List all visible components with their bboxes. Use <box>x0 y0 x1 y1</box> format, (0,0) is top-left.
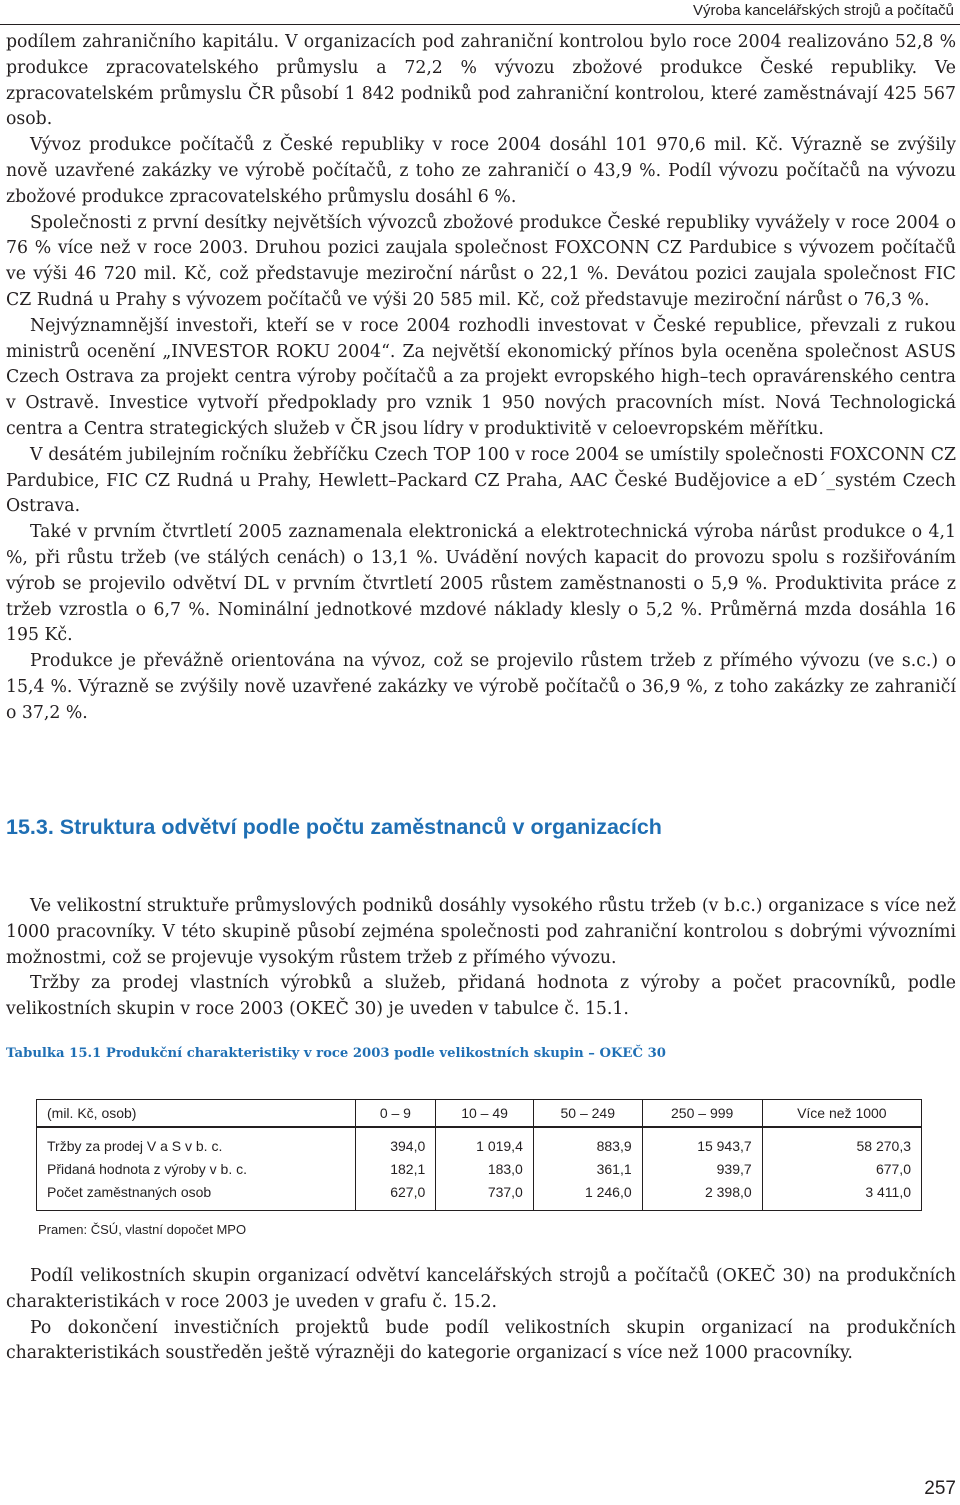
production-table <box>36 1099 922 1211</box>
column-header: 0 – 9 <box>355 1100 436 1128</box>
table-cell: 627,0 <box>355 1180 436 1211</box>
column-header: 50 – 249 <box>533 1100 642 1128</box>
paragraph-export-orientation: Produkce je převážně orientována na vývoz, což se projevilo růstem tržeb z přímého vývozu (ve s.c.) o 15,4 %. Výrazně se zvýšily nově uzavřené zakázky ve výrobě počítačů o 36,9 %, z toho zakázky ze zahraničí o 37,2 %. <box>6 651 956 723</box>
page-number: 257 <box>924 1478 956 1499</box>
column-header: (mil. Kč, osob) <box>37 1100 356 1128</box>
table-cell: 939,7 <box>642 1157 762 1180</box>
section-heading: 15.3. Struktura odvětví podle počtu zaměstnanců v organizacích <box>6 815 662 839</box>
text-block-mid <box>6 894 956 1023</box>
running-title: Výroba kancelářských strojů a počítačů <box>693 2 954 19</box>
paragraph-outlook: Po dokončení investičních projektů bude podíl velikostních skupin organizací na produkčních charakteristikách soustředěn ještě výrazněji do kategorie organizací s více než 1000 pracovníky. <box>6 1317 956 1364</box>
table-cell: 361,1 <box>533 1157 642 1180</box>
table-cell: 182,1 <box>355 1157 436 1180</box>
table-cell: 183,0 <box>436 1157 534 1180</box>
paragraph-continued: podílem zahraničního kapitálu. V organizacích pod zahraniční kontrolou bylo roce 2004 realizováno 52,8 % produkce zpracovatelského průmyslu a 72,2 % vývozu zbožové produkce České republiky. Ve zpracovatelském průmyslu ČR působí 1 842 podniků pod zahraniční kontrolou, které zaměstnávají 425 567 osob. <box>6 32 956 130</box>
table-cell: 1 246,0 <box>533 1180 642 1211</box>
table-caption: Tabulka 15.1 Produkční charakteristiky v roce 2003 podle velikostních skupin – OKEČ 30 <box>6 1046 666 1061</box>
column-header: 10 – 49 <box>436 1100 534 1128</box>
paragraph-first-quarter: Také v prvním čtvrtletí 2005 zaznamenala elektronická a elektrotechnická výroba nárůst produkce o 4,1 %, při růstu tržeb (ve stálých cenách) o 13,1 %. Uvádění nových kapacit do provozu spolu s rozšiřováním výrob se projevilo odvětví DL v prvním čtvrtletí 2005 růstem zaměstnanosti o 5,9 %. Produktivita práce z tržeb vzrostla o 6,7 %. Nominální jednotkové mzdové náklady klesly o 5,2 %. Průměrná mzda dosáhla 16 195 Kč. <box>6 522 956 646</box>
column-header: 250 – 999 <box>642 1100 762 1128</box>
table-cell: 737,0 <box>436 1180 534 1211</box>
paragraph-czech-top-100: V desátém jubilejním ročníku žebříčku Czech TOP 100 v roce 2004 se umístily společnosti FOXCONN CZ Pardubice, FIC CZ Rudná u Prahy, Hewlett–Packard CZ Praha, AAC České Budějovice a eD´_systém Czech Ostrava. <box>6 444 956 517</box>
row-label: Přidaná hodnota z výroby v b. c. <box>37 1157 356 1180</box>
text-block-bottom <box>6 1264 956 1367</box>
row-label: Tržby za prodej V a S v b. c. <box>37 1127 356 1157</box>
table-cell: 58 270,3 <box>762 1127 921 1157</box>
table-header-row <box>37 1100 922 1128</box>
text-block-top <box>6 30 956 727</box>
table-cell: 1 019,4 <box>436 1127 534 1157</box>
table-row <box>37 1157 922 1180</box>
paragraph-export: Vývoz produkce počítačů z České republiky v roce 2004 dosáhl 101 970,6 mil. Kč. Výrazně se zvýšily nově uzavřené zakázky ve výrobě počítačů, z toho ze zahraničí o 43,9 %. Podíl vývozu počítačů na vývozu zbožové produkce zpracovatelského průmyslu dosáhl 6 %. <box>6 135 956 207</box>
paragraph-table-reference: Tržby za prodej vlastních výrobků a služeb, přidaná hodnota z výroby a počet pracovníků, podle velikostních skupin v roce 2003 (OKEČ 30) je uveden v tabulce č. 15.1. <box>6 973 956 1020</box>
row-label: Počet zaměstnaných osob <box>37 1180 356 1211</box>
paragraph-top-exporters: Společnosti z první desítky největších vývozců zbožové produkce České republiky vyvážely v roce 2004 o 76 % více než v roce 2003. Druhou pozici zaujala společnost FOXCONN CZ Pardubice s vývozem počítačů ve výši 46 720 mil. Kč, což představuje meziroční nárůst o 22,1 %. Devátou pozici zaujala společnost FIC CZ Rudná u Prahy s vývozem počítačů ve výši 20 585 mil. Kč, což představuje meziroční nárůst o 76,3 %. <box>6 212 956 310</box>
table-cell: 677,0 <box>762 1157 921 1180</box>
table-cell: 3 411,0 <box>762 1180 921 1211</box>
table-cell: 2 398,0 <box>642 1180 762 1211</box>
paragraph-graph-reference: Podíl velikostních skupin organizací odvětví kancelářských strojů a počítačů (OKEČ 30) na produkčních charakteristikách v roce 2003 je uveden v grafu č. 15.2. <box>6 1266 956 1312</box>
table-row <box>37 1127 922 1157</box>
table-cell: 15 943,7 <box>642 1127 762 1157</box>
running-header <box>0 0 960 25</box>
column-header: Více než 1000 <box>762 1100 921 1128</box>
table-source-note: Pramen: ČSÚ, vlastní dopočet MPO <box>38 1222 247 1237</box>
paragraph-investors: Nejvýznamnější investoři, kteří se v roce 2004 rozhodli investovat v České republice, převzali z rukou ministrů ocenění „INVESTOR ROKU 2004“. Za největší ekonomický přínos byla oceněna společnost ASUS Czech Ostrava za projekt centra výroby počítačů a za projekt evropského high–tech opravárenského centra v Ostravě. Investice vytvoří předpoklady pro vznik 1 950 nových pracovních míst. Nová Technologická centra a Centra strategických služeb v ČR jsou lídry v produktivitě v celoevropském měřítku. <box>6 315 956 439</box>
table-row <box>37 1180 922 1211</box>
table-cell: 883,9 <box>533 1127 642 1157</box>
table-cell: 394,0 <box>355 1127 436 1157</box>
paragraph-size-structure: Ve velikostní struktuře průmyslových podniků dosáhly vysokého růstu tržeb (v b.c.) organizace s více než 1000 pracovníky. V této skupině působí zejména společnosti pod zahraniční kontrolou s dobrými vývozními možnostmi, což se projevuje vysokým růstem tržeb z přímého vývozu. <box>6 896 956 968</box>
